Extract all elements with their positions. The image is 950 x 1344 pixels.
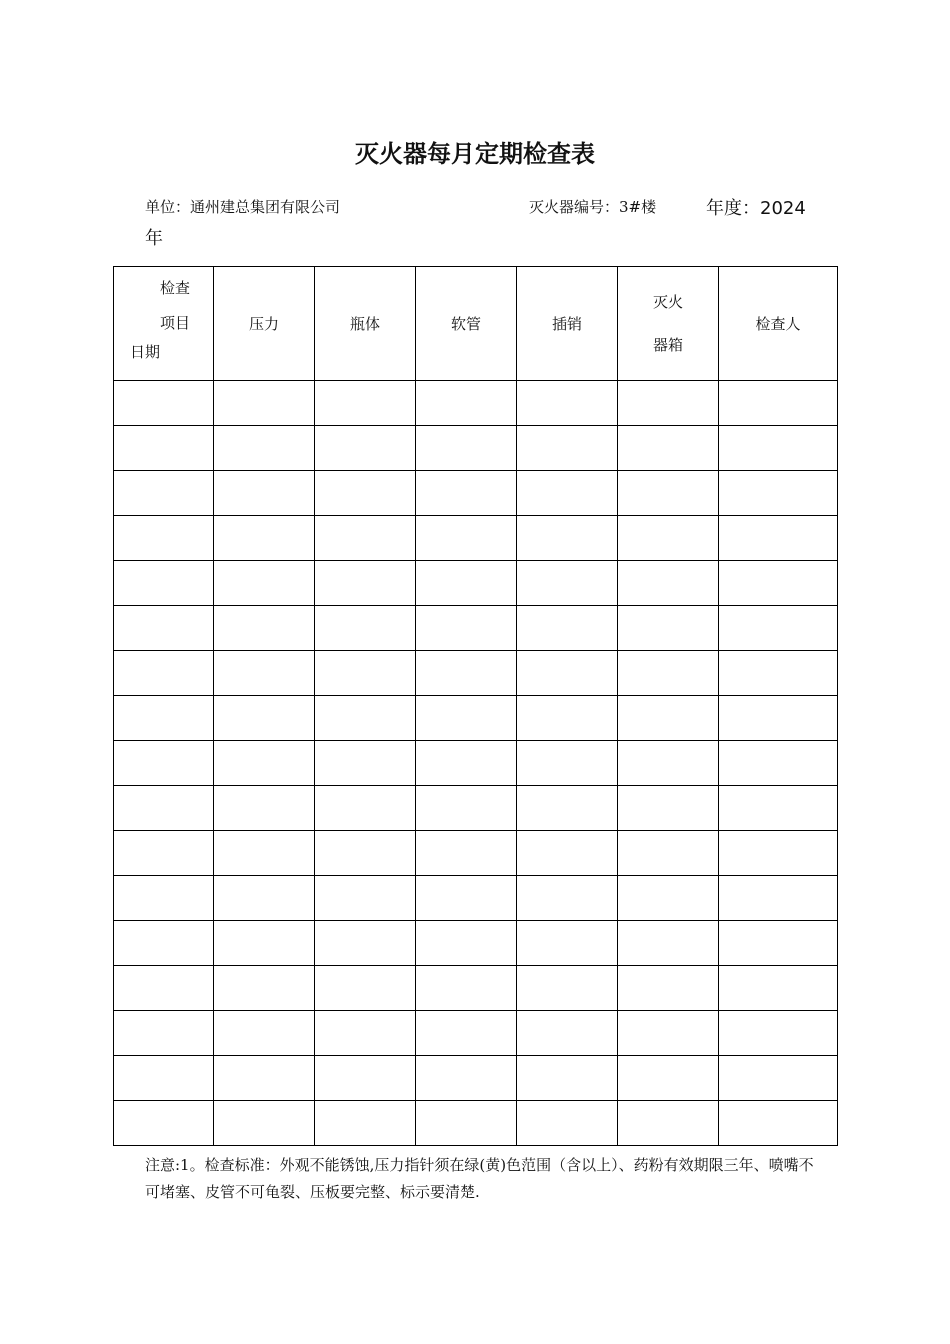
table-cell[interactable] [416,696,517,741]
table-cell[interactable] [114,921,214,966]
header-diagonal-cell [114,267,214,381]
table-cell[interactable] [618,921,719,966]
table-cell[interactable] [214,1056,315,1101]
page-title: 灭火器每月定期检查表 [355,140,595,168]
table-row [114,426,838,471]
table-cell[interactable] [517,876,618,921]
table-cell[interactable] [114,561,214,606]
header-box-line1: 灭火 [652,292,683,311]
table-cell[interactable] [416,471,517,516]
table-cell[interactable] [719,516,838,561]
table-cell[interactable] [416,561,517,606]
table-cell[interactable] [517,966,618,1011]
header-item: 项目 [160,314,191,332]
table-row [114,741,838,786]
table-cell[interactable] [719,831,838,876]
table-cell[interactable] [618,1101,719,1146]
table-cell[interactable] [719,876,838,921]
table-row [114,786,838,831]
table-cell[interactable] [114,786,214,831]
table-cell[interactable] [618,561,719,606]
table-cell[interactable] [214,876,315,921]
table-row [114,651,838,696]
table-cell[interactable] [114,381,214,426]
table-cell[interactable] [416,831,517,876]
table-cell[interactable] [114,1101,214,1146]
table-row [114,921,838,966]
table-cell[interactable] [114,831,214,876]
table-cell[interactable] [618,831,719,876]
table-cell[interactable] [517,471,618,516]
table-cell[interactable] [618,876,719,921]
table-row [114,1056,838,1101]
table-cell[interactable] [517,831,618,876]
table-cell[interactable] [517,651,618,696]
inspection-note: 注意:1。检查标准：外观不能锈蚀,压力指针须在绿(黄)色范围（含以上）、药粉有效期限三年、喷嘴不可堵塞、皮管不可龟裂、压板要完整、标示要清楚. [145,1156,814,1201]
table-cell[interactable] [719,1101,838,1146]
table-header-row [114,267,838,381]
table-cell[interactable] [214,561,315,606]
table-cell[interactable] [315,1056,416,1101]
header-box-line2: 器箱 [652,335,683,354]
table-cell[interactable] [618,606,719,651]
table-cell[interactable] [719,741,838,786]
table-cell[interactable] [517,1101,618,1146]
header-pin: 插销 [517,267,618,381]
table-cell[interactable] [517,606,618,651]
table-cell[interactable] [719,606,838,651]
table-cell[interactable] [214,966,315,1011]
table-cell[interactable] [517,921,618,966]
table-row [114,1011,838,1056]
header-pressure: 压力 [214,267,315,381]
table-cell[interactable] [214,426,315,471]
table-cell[interactable] [618,966,719,1011]
table-cell[interactable] [517,561,618,606]
table-cell[interactable] [214,921,315,966]
table-cell[interactable] [214,381,315,426]
table-cell[interactable] [517,381,618,426]
table-cell[interactable] [416,516,517,561]
table-cell[interactable] [416,966,517,1011]
table-cell[interactable] [416,876,517,921]
table-cell[interactable] [416,426,517,471]
table-row [114,516,838,561]
table-cell[interactable] [214,516,315,561]
table-cell[interactable] [315,1101,416,1146]
table-cell[interactable] [214,1011,315,1056]
table-cell[interactable] [719,471,838,516]
table-cell[interactable] [114,741,214,786]
table-cell[interactable] [114,606,214,651]
table-cell[interactable] [315,651,416,696]
table-cell[interactable] [618,786,719,831]
table-cell[interactable] [214,741,315,786]
table-cell[interactable] [416,786,517,831]
table-row [114,966,838,1011]
table-cell[interactable] [719,1011,838,1056]
table-cell[interactable] [114,966,214,1011]
table-cell[interactable] [416,651,517,696]
table-cell[interactable] [315,381,416,426]
table-cell[interactable] [719,786,838,831]
table-cell[interactable] [315,966,416,1011]
table-cell[interactable] [114,696,214,741]
table-cell[interactable] [618,741,719,786]
table-cell[interactable] [114,516,214,561]
table-cell[interactable] [416,1101,517,1146]
table-row [114,561,838,606]
table-row [114,696,838,741]
table-cell[interactable] [315,921,416,966]
header-cylinder: 瓶体 [315,267,416,381]
table-cell[interactable] [315,696,416,741]
table-cell[interactable] [114,471,214,516]
table-cell[interactable] [618,471,719,516]
table-cell[interactable] [114,651,214,696]
header-inspector: 检查人 [719,267,838,381]
table-cell[interactable] [416,741,517,786]
table-cell[interactable] [618,516,719,561]
table-cell[interactable] [517,1056,618,1101]
table-cell[interactable] [214,831,315,876]
table-cell[interactable] [315,426,416,471]
table-cell[interactable] [517,786,618,831]
table-cell[interactable] [517,696,618,741]
table-row [114,606,838,651]
table-cell[interactable] [114,1056,214,1101]
header-check: 检查 [160,279,191,297]
table-cell[interactable] [114,426,214,471]
table-cell[interactable] [214,786,315,831]
table-cell[interactable] [618,1056,719,1101]
table-row [114,831,838,876]
table-cell[interactable] [214,606,315,651]
table-cell[interactable] [315,516,416,561]
inspection-table [113,266,838,1146]
year-suffix: 年 [145,228,163,249]
table-cell[interactable] [719,426,838,471]
table-cell[interactable] [719,561,838,606]
table-cell[interactable] [719,651,838,696]
table-cell[interactable] [719,921,838,966]
table-row [114,381,838,426]
table-cell[interactable] [214,696,315,741]
table-cell[interactable] [719,696,838,741]
unit-label: 单位：通州建总集团有限公司 [145,198,341,216]
header-date: 日期 [130,343,161,361]
table-cell[interactable] [214,651,315,696]
table-cell[interactable] [517,426,618,471]
table-cell[interactable] [315,876,416,921]
table-cell[interactable] [416,1056,517,1101]
header-hose: 软管 [416,267,517,381]
table-cell[interactable] [315,561,416,606]
table-cell[interactable] [315,831,416,876]
table-row [114,1101,838,1146]
table-cell[interactable] [416,921,517,966]
table-cell[interactable] [315,786,416,831]
table-cell[interactable] [719,966,838,1011]
table-cell[interactable] [517,516,618,561]
table-cell[interactable] [114,876,214,921]
table-cell[interactable] [618,651,719,696]
table-cell[interactable] [416,1011,517,1056]
table-cell[interactable] [719,381,838,426]
table-cell[interactable] [315,606,416,651]
table-row [114,876,838,921]
table-row [114,471,838,516]
table-cell[interactable] [416,606,517,651]
table-cell[interactable] [315,741,416,786]
table-cell[interactable] [618,426,719,471]
table-cell[interactable] [315,471,416,516]
table-cell[interactable] [214,1101,315,1146]
table-cell[interactable] [618,696,719,741]
table-cell[interactable] [618,381,719,426]
table-cell[interactable] [618,1011,719,1056]
header-extinguisher-box [618,267,719,381]
table-cell[interactable] [315,1011,416,1056]
table-cell[interactable] [214,471,315,516]
year-label: 年度：2024 [706,198,806,219]
table-cell[interactable] [517,741,618,786]
table-cell[interactable] [416,381,517,426]
table-cell[interactable] [719,1056,838,1101]
table-cell[interactable] [114,1011,214,1056]
table-cell[interactable] [517,1011,618,1056]
extinguisher-number: 灭火器编号：3#楼 [529,198,657,216]
